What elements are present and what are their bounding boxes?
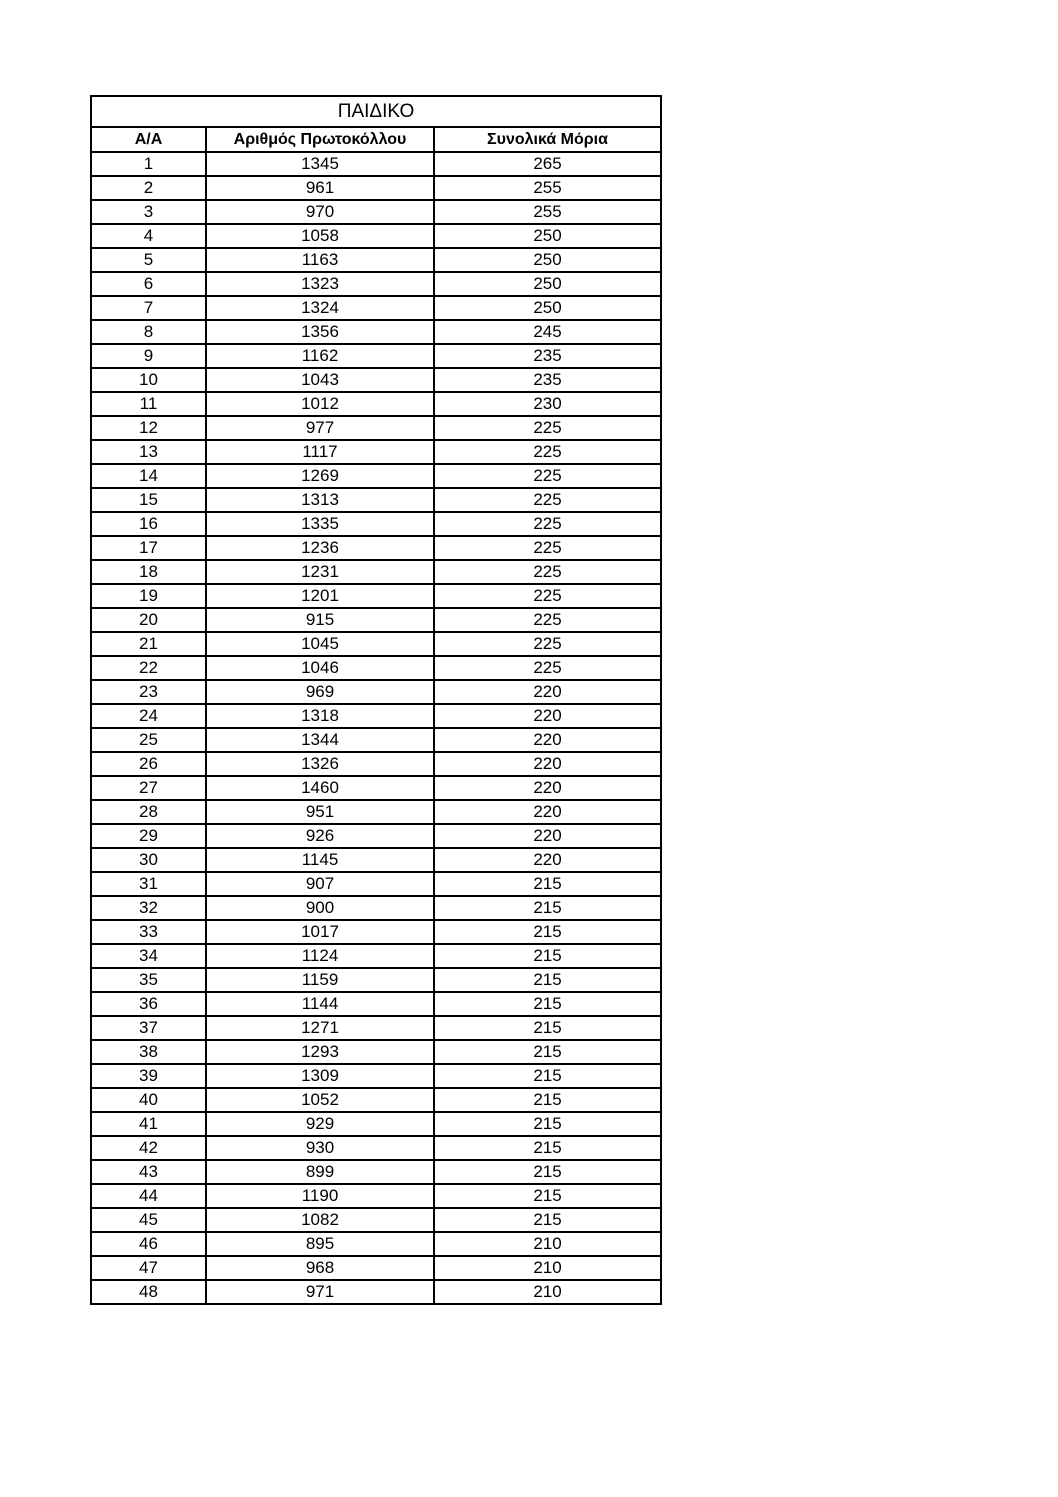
cell-protocol-number: 1144	[206, 992, 434, 1016]
cell-total-points: 220	[434, 680, 661, 704]
cell-total-points: 265	[434, 152, 661, 176]
cell-total-points: 210	[434, 1232, 661, 1256]
cell-serial-number: 35	[91, 968, 206, 992]
cell-protocol-number: 1082	[206, 1208, 434, 1232]
cell-protocol-number: 907	[206, 872, 434, 896]
table-row	[91, 296, 661, 320]
table-row	[91, 1280, 661, 1304]
cell-total-points: 210	[434, 1256, 661, 1280]
title-row	[91, 96, 661, 127]
table-row	[91, 536, 661, 560]
cell-protocol-number: 1313	[206, 488, 434, 512]
cell-serial-number: 26	[91, 752, 206, 776]
table-row	[91, 1064, 661, 1088]
cell-total-points: 225	[434, 512, 661, 536]
table-row	[91, 968, 661, 992]
table-row	[91, 824, 661, 848]
table-row	[91, 1136, 661, 1160]
cell-protocol-number: 1271	[206, 1016, 434, 1040]
table-row	[91, 728, 661, 752]
cell-protocol-number: 899	[206, 1160, 434, 1184]
table-row	[91, 608, 661, 632]
cell-protocol-number: 895	[206, 1232, 434, 1256]
cell-serial-number: 30	[91, 848, 206, 872]
cell-serial-number: 37	[91, 1016, 206, 1040]
table-row	[91, 512, 661, 536]
cell-total-points: 225	[434, 536, 661, 560]
cell-protocol-number: 1046	[206, 656, 434, 680]
cell-protocol-number: 1145	[206, 848, 434, 872]
cell-protocol-number: 1293	[206, 1040, 434, 1064]
cell-protocol-number: 1356	[206, 320, 434, 344]
cell-serial-number: 45	[91, 1208, 206, 1232]
table-row	[91, 944, 661, 968]
cell-total-points: 235	[434, 368, 661, 392]
table-row	[91, 920, 661, 944]
cell-protocol-number: 970	[206, 200, 434, 224]
cell-serial-number: 36	[91, 992, 206, 1016]
cell-serial-number: 12	[91, 416, 206, 440]
cell-serial-number: 34	[91, 944, 206, 968]
cell-serial-number: 5	[91, 248, 206, 272]
cell-serial-number: 11	[91, 392, 206, 416]
cell-protocol-number: 1017	[206, 920, 434, 944]
cell-serial-number: 18	[91, 560, 206, 584]
table-row	[91, 1256, 661, 1280]
cell-protocol-number: 1163	[206, 248, 434, 272]
table-row	[91, 872, 661, 896]
cell-total-points: 220	[434, 848, 661, 872]
cell-serial-number: 48	[91, 1280, 206, 1304]
cell-serial-number: 27	[91, 776, 206, 800]
cell-serial-number: 43	[91, 1160, 206, 1184]
table-row	[91, 800, 661, 824]
table-row	[91, 200, 661, 224]
cell-total-points: 225	[434, 584, 661, 608]
table-row	[91, 392, 661, 416]
table-row	[91, 1184, 661, 1208]
cell-total-points: 225	[434, 464, 661, 488]
cell-serial-number: 6	[91, 272, 206, 296]
cell-protocol-number: 1201	[206, 584, 434, 608]
cell-total-points: 255	[434, 200, 661, 224]
table-row	[91, 272, 661, 296]
table-row	[91, 680, 661, 704]
cell-serial-number: 17	[91, 536, 206, 560]
cell-protocol-number: 1344	[206, 728, 434, 752]
table-row	[91, 1088, 661, 1112]
table-row	[91, 224, 661, 248]
table-row	[91, 1016, 661, 1040]
header-serial-number: Α/Α	[91, 127, 206, 152]
cell-protocol-number: 1058	[206, 224, 434, 248]
table-row	[91, 368, 661, 392]
cell-serial-number: 46	[91, 1232, 206, 1256]
cell-serial-number: 24	[91, 704, 206, 728]
cell-total-points: 215	[434, 896, 661, 920]
cell-total-points: 220	[434, 824, 661, 848]
cell-serial-number: 40	[91, 1088, 206, 1112]
cell-total-points: 250	[434, 272, 661, 296]
table-row	[91, 1208, 661, 1232]
cell-serial-number: 16	[91, 512, 206, 536]
cell-protocol-number: 929	[206, 1112, 434, 1136]
cell-protocol-number: 1323	[206, 272, 434, 296]
table-row	[91, 560, 661, 584]
cell-total-points: 215	[434, 872, 661, 896]
cell-total-points: 255	[434, 176, 661, 200]
cell-serial-number: 28	[91, 800, 206, 824]
cell-total-points: 210	[434, 1280, 661, 1304]
table-row	[91, 344, 661, 368]
table-row	[91, 416, 661, 440]
cell-protocol-number: 1159	[206, 968, 434, 992]
cell-protocol-number: 1045	[206, 632, 434, 656]
cell-serial-number: 4	[91, 224, 206, 248]
header-row	[91, 127, 661, 152]
cell-serial-number: 2	[91, 176, 206, 200]
cell-protocol-number: 1012	[206, 392, 434, 416]
cell-total-points: 215	[434, 920, 661, 944]
cell-protocol-number: 1052	[206, 1088, 434, 1112]
cell-total-points: 225	[434, 560, 661, 584]
cell-total-points: 215	[434, 1160, 661, 1184]
cell-total-points: 215	[434, 968, 661, 992]
cell-total-points: 215	[434, 1016, 661, 1040]
cell-serial-number: 42	[91, 1136, 206, 1160]
cell-protocol-number: 1269	[206, 464, 434, 488]
cell-protocol-number: 977	[206, 416, 434, 440]
table-row	[91, 896, 661, 920]
table-row	[91, 656, 661, 680]
cell-serial-number: 15	[91, 488, 206, 512]
cell-serial-number: 33	[91, 920, 206, 944]
cell-total-points: 220	[434, 728, 661, 752]
table-row	[91, 1040, 661, 1064]
cell-protocol-number: 1324	[206, 296, 434, 320]
table-title: ΠΑΙΔΙΚΟ	[91, 96, 661, 127]
table-row	[91, 848, 661, 872]
cell-total-points: 215	[434, 1184, 661, 1208]
cell-total-points: 215	[434, 1208, 661, 1232]
table-row	[91, 488, 661, 512]
cell-total-points: 225	[434, 632, 661, 656]
cell-total-points: 220	[434, 704, 661, 728]
cell-total-points: 225	[434, 416, 661, 440]
cell-protocol-number: 969	[206, 680, 434, 704]
cell-total-points: 250	[434, 296, 661, 320]
cell-serial-number: 41	[91, 1112, 206, 1136]
table-row	[91, 320, 661, 344]
cell-total-points: 225	[434, 656, 661, 680]
cell-protocol-number: 1460	[206, 776, 434, 800]
cell-serial-number: 1	[91, 152, 206, 176]
ranking-table	[90, 95, 662, 1305]
cell-serial-number: 47	[91, 1256, 206, 1280]
table-row	[91, 176, 661, 200]
table-row	[91, 1232, 661, 1256]
table-body	[91, 152, 661, 1304]
table-row	[91, 704, 661, 728]
cell-protocol-number: 1231	[206, 560, 434, 584]
cell-protocol-number: 926	[206, 824, 434, 848]
table-row	[91, 440, 661, 464]
cell-protocol-number: 1162	[206, 344, 434, 368]
cell-protocol-number: 1309	[206, 1064, 434, 1088]
cell-total-points: 220	[434, 752, 661, 776]
cell-serial-number: 31	[91, 872, 206, 896]
cell-protocol-number: 1190	[206, 1184, 434, 1208]
table-row	[91, 152, 661, 176]
cell-total-points: 225	[434, 440, 661, 464]
cell-serial-number: 19	[91, 584, 206, 608]
cell-protocol-number: 1236	[206, 536, 434, 560]
cell-total-points: 220	[434, 800, 661, 824]
cell-serial-number: 25	[91, 728, 206, 752]
cell-serial-number: 22	[91, 656, 206, 680]
cell-serial-number: 32	[91, 896, 206, 920]
cell-serial-number: 3	[91, 200, 206, 224]
table-row	[91, 632, 661, 656]
cell-protocol-number: 1318	[206, 704, 434, 728]
cell-total-points: 215	[434, 1088, 661, 1112]
cell-serial-number: 14	[91, 464, 206, 488]
cell-protocol-number: 1043	[206, 368, 434, 392]
cell-total-points: 225	[434, 608, 661, 632]
cell-protocol-number: 900	[206, 896, 434, 920]
cell-protocol-number: 915	[206, 608, 434, 632]
cell-total-points: 215	[434, 1040, 661, 1064]
cell-serial-number: 29	[91, 824, 206, 848]
table-row	[91, 776, 661, 800]
cell-protocol-number: 961	[206, 176, 434, 200]
cell-total-points: 215	[434, 1064, 661, 1088]
cell-serial-number: 38	[91, 1040, 206, 1064]
cell-total-points: 235	[434, 344, 661, 368]
table-row	[91, 464, 661, 488]
table-row	[91, 992, 661, 1016]
cell-protocol-number: 971	[206, 1280, 434, 1304]
cell-protocol-number: 1335	[206, 512, 434, 536]
cell-protocol-number: 1117	[206, 440, 434, 464]
cell-total-points: 215	[434, 944, 661, 968]
cell-serial-number: 21	[91, 632, 206, 656]
cell-serial-number: 9	[91, 344, 206, 368]
cell-protocol-number: 930	[206, 1136, 434, 1160]
cell-total-points: 225	[434, 488, 661, 512]
cell-protocol-number: 951	[206, 800, 434, 824]
header-protocol-number: Αριθμός Πρωτοκόλλου	[206, 127, 434, 152]
cell-total-points: 215	[434, 992, 661, 1016]
cell-serial-number: 7	[91, 296, 206, 320]
cell-total-points: 215	[434, 1112, 661, 1136]
cell-serial-number: 44	[91, 1184, 206, 1208]
table-row	[91, 1112, 661, 1136]
cell-total-points: 245	[434, 320, 661, 344]
cell-serial-number: 39	[91, 1064, 206, 1088]
header-total-points: Συνολικά Μόρια	[434, 127, 661, 152]
cell-serial-number: 13	[91, 440, 206, 464]
cell-protocol-number: 968	[206, 1256, 434, 1280]
cell-total-points: 220	[434, 776, 661, 800]
cell-protocol-number: 1345	[206, 152, 434, 176]
cell-serial-number: 23	[91, 680, 206, 704]
cell-total-points: 250	[434, 224, 661, 248]
cell-total-points: 250	[434, 248, 661, 272]
table-row	[91, 584, 661, 608]
cell-serial-number: 8	[91, 320, 206, 344]
cell-protocol-number: 1124	[206, 944, 434, 968]
cell-serial-number: 20	[91, 608, 206, 632]
cell-protocol-number: 1326	[206, 752, 434, 776]
cell-total-points: 230	[434, 392, 661, 416]
table-row	[91, 248, 661, 272]
table-row	[91, 1160, 661, 1184]
table-row	[91, 752, 661, 776]
cell-serial-number: 10	[91, 368, 206, 392]
cell-total-points: 215	[434, 1136, 661, 1160]
